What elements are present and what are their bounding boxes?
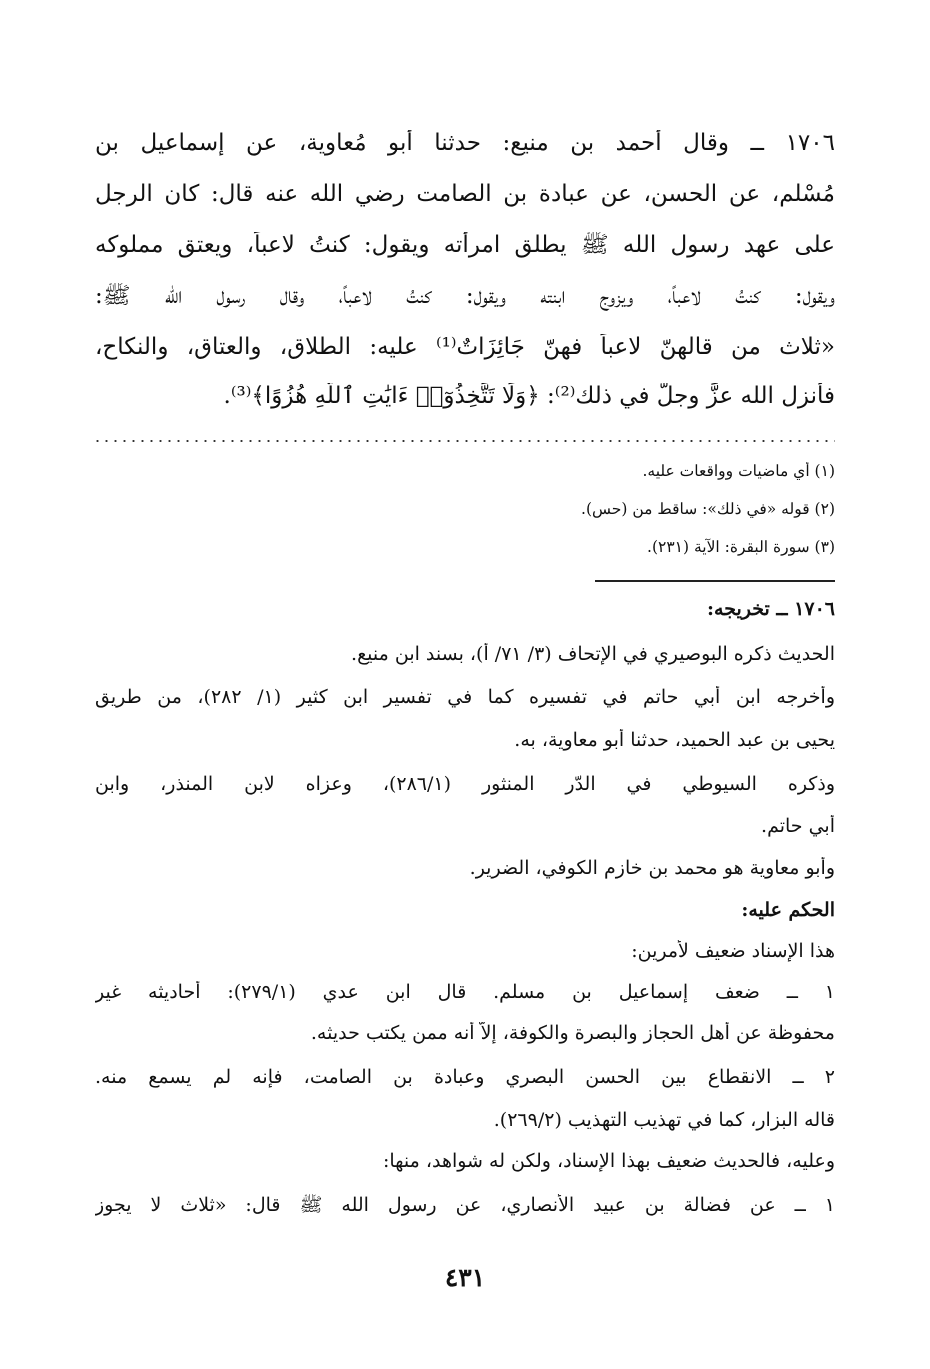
takhrij-line-1: الحديث ذكره البوصيري في الإتحاف (٣/ ٧١/ أ)، بسند ابن منيع.: [351, 643, 835, 665]
takhrij-line-4: وذكره السيوطي في الدّر المنثور (٢٨٦/١)، وعزاه لابن المنذر، وابن: [95, 773, 835, 795]
takhrij-line-3: يحيى بن عبد الحميد، حدثنا أبو معاوية، به.: [514, 729, 835, 751]
footnote-3: (٣) سورة البقرة: الآية (٢٣١).: [647, 538, 835, 556]
takhrij-line-5: أبي حاتم.: [761, 815, 835, 837]
main-line-1: ١٧٠٦ ــ وقال أحمد بن منيع: حدثنا أبو مُعاوية، عن إسماعيل بن: [95, 130, 835, 156]
footnote-separator: [93, 440, 835, 442]
footnote-2: (٢) قوله «في ذلك»: ساقط من (حس).: [581, 500, 835, 518]
hukm-line-5: قاله البزار، كما في تهذيب التهذيب (٢٦٩/٢).: [493, 1109, 835, 1131]
hukm-line-7: ١ ــ عن فضالة بن عبيد الأنصاري، عن رسول الله ﷺ قال: «ثلاث لا يجوز: [95, 1194, 835, 1216]
section-rule: [595, 580, 835, 582]
hukm-line-3: محفوظة عن أهل الحجاز والبصرة والكوفة، إلاّ أنه ممن يكتب حديثه.: [310, 1022, 835, 1044]
main-line-6: فأنزل الله عزَّ وجلّ في ذلك⁽²⁾: ﴿وَلَا تَتَّخِذُوٓا۟ ءَايَٰتِ ٱللَّهِ هُزُوًا﴾⁽³⁾.: [223, 383, 835, 409]
main-line-5: «ثلاث من قالهنّ لاعباً فهنّ جَائِزَاتٌ⁽¹⁾ عليه: الطلاق، والعتاق، والنكاح،: [95, 334, 835, 360]
main-line-3: على عهد رسول الله ﷺ يطلق امرأته ويقول: كنتُ لاعباً، ويعتق مملوكه: [95, 232, 835, 258]
hukm-line-6: وعليه، فالحديث ضعيف بهذا الإسناد، ولكن له شواهد، منها:: [382, 1150, 835, 1172]
takhrij-heading: ١٧٠٦ ــ تخريجه:: [707, 598, 835, 620]
main-line-4: ويقول: كنتُ لاعباً، ويزوج ابنته ويقول: كنتُ لاعباً، وقال رسول الله ﷺ:: [95, 283, 835, 309]
hukm-line-2: ١ ــ ضعف إسماعيل بن مسلم. قال ابن عدي (٢٧٩/١): أحاديثه غير: [95, 981, 835, 1003]
takhrij-line-6: وأبو معاوية هو محمد بن خازم الكوفي، الضرير.: [469, 857, 835, 879]
hukm-line-4: ٢ ــ الانقطاع بين الحسن البصري وعبادة بن الصامت، فإنه لم يسمع منه.: [95, 1066, 835, 1088]
page-number: ٤٣١: [444, 1263, 486, 1292]
hukm-line-1: هذا الإسناد ضعيف لأمرين:: [631, 940, 835, 962]
takhrij-line-2: وأخرجه ابن أبي حاتم في تفسيره كما في تفسير ابن كثير (١/ ٢٨٢)، من طريق: [95, 686, 835, 708]
footnote-1: (١) أي ماضيات وواقعات عليه.: [642, 462, 835, 480]
main-line-2: مُسْلم، عن الحسن، عن عبادة بن الصامت رضي الله عنه قال: كان الرجل: [95, 181, 835, 207]
hukm-heading: الحكم عليه:: [741, 899, 835, 921]
